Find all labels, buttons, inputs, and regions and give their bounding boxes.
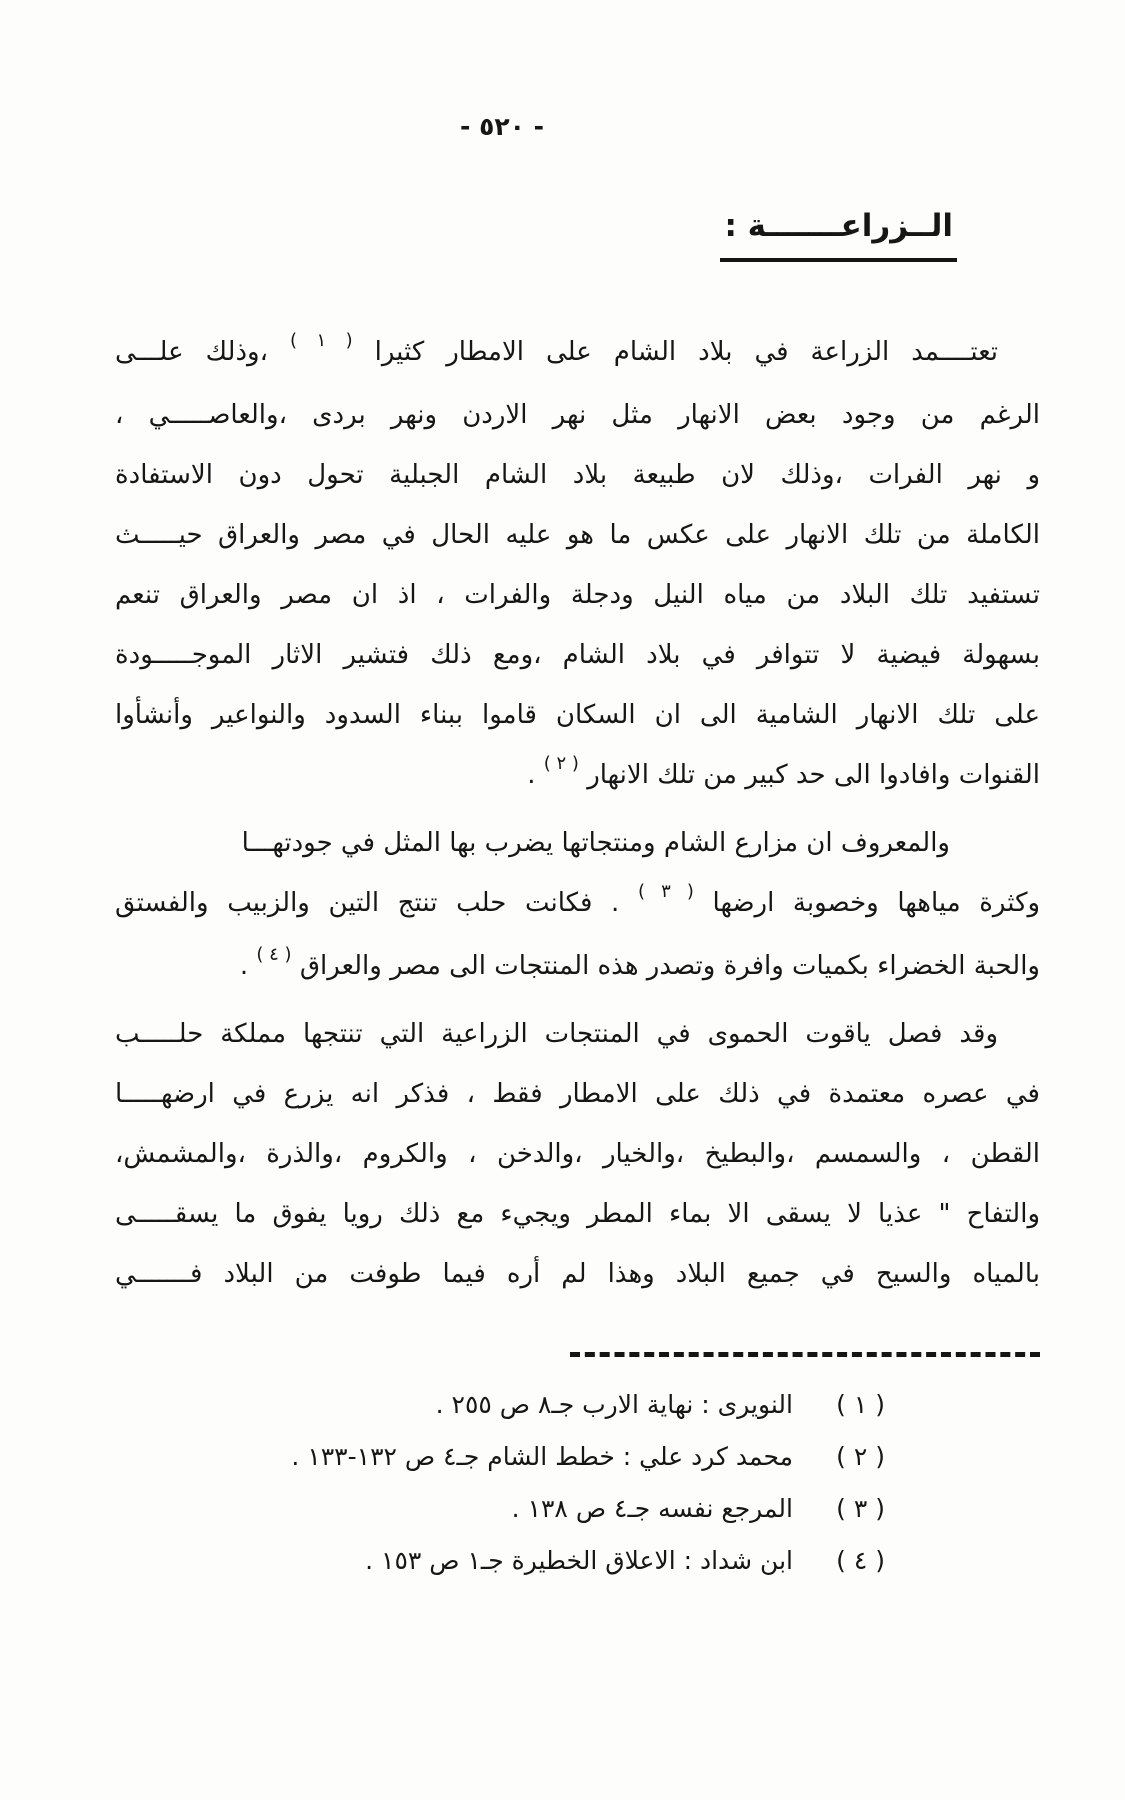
footnote-number: ( ١ ) [836,1390,885,1419]
body-line [115,936,1040,999]
body-line: وقد فصل ياقوت الحموى في المنتجات الزراعية التي تنتجها مملكة حلـــــب [115,1019,998,1049]
footnote-marker-3: ( ٣ ) [637,881,694,902]
line-text: ،وذلك علـــى [115,337,268,367]
footnote-number: ( ٢ ) [836,1442,885,1471]
section-heading: الــزراعـــــــة : [720,208,957,262]
paragraph-1 [115,322,1040,808]
page-number: - ٥٢٠ - [460,112,544,141]
body-line [115,322,1040,385]
footnote-number: ( ٣ ) [836,1494,885,1523]
footnote-text: محمد كرد علي : خطط الشام جـ٤ ص ١٣٢-١٣٣ . [291,1442,793,1471]
footnote-number: ( ٤ ) [836,1546,885,1575]
body-line: القطن ، والسمسم ،والبطيخ ،والخيار ،والدخن ، والكروم ،والذرة ،والمشمش، [115,1139,1040,1169]
body-line: والمعروف ان مزارع الشام ومنتجاتها يضرب بها المثل في جودتهـــا [241,828,950,858]
body-line: في عصره معتمدة في ذلك على الامطار فقط ، فذكر انه يزرع في ارضهـــــا [115,1079,1040,1109]
line-text: . [239,951,249,981]
body-line [115,745,1040,808]
footnote-separator [570,1352,1040,1357]
paragraph-3 [115,1004,1040,1304]
footnote-marker-4: ( ٤ ) [256,944,292,965]
body-line: الكاملة من تلك الانهار على عكس ما هو عليه الحال في مصر والعراق حيـــــث [115,520,1040,550]
line-text: . [527,760,536,790]
body-line: تستفيد تلك البلاد من مياه النيل ودجلة والفرات ، اذ ان مصر والعراق تنعم [115,580,1040,610]
body-line: الرغم من وجود بعض الانهار مثل نهر الاردن ونهر بردى ،والعاصـــــي ، [115,400,1040,430]
footnotes-section [60,1390,885,1598]
line-text: تعتــــمد الزراعة في بلاد الشام على الامطار كثيرا [374,337,999,367]
line-text: القنوات وافادوا الى حد كبير من تلك الانهار [587,760,1040,790]
body-line: و نهر الفرات ،وذلك لان طبيعة بلاد الشام الجبلية تحول دون الاستفادة [115,460,1040,490]
footnote-text: ابن شداد : الاعلاق الخطيرة جـ١ ص ١٥٣ . [365,1546,793,1575]
line-text: والحبة الخضراء بكميات وافرة وتصدر هذه المنتجات الى مصر والعراق [299,951,1040,981]
footnote-marker-2: ( ٢ ) [543,753,579,774]
body-line: بسهولة فيضية لا تتوافر في بلاد الشام ،ومع ذلك فتشير الاثار الموجـــــودة [115,640,1040,670]
footnote-text: المرجع نفسه جـ٤ ص ١٣٨ . [511,1494,793,1523]
body-line: والتفاح " عذيا لا يسقى الا بماء المطر ويجيء مع ذلك رويا يفوق ما يسقـــــى [115,1199,1040,1229]
body-line: على تلك الانهار الشامية الى ان السكان قاموا ببناء السدود والنواعير وأنشأوا [115,700,1040,730]
paragraph-2 [115,813,1040,999]
line-text: وكثرة مياهها وخصوبة ارضها [712,888,1041,918]
footnote-item [60,1442,885,1494]
footnote-marker-1: ( ١ ) [290,330,353,351]
footnote-text: النويرى : نهاية الارب جـ٨ ص ٢٥٥ . [435,1390,793,1419]
line-text: . فكانت حلب تنتج التين والزبيب والفستق [115,888,620,918]
body-text [115,322,1040,1304]
body-line: بالمياه والسيح في جميع البلاد وهذا لم أره فيما طوفت من البلاد فـــــــي [115,1259,1040,1289]
footnote-item [60,1390,885,1442]
footnote-item [60,1494,885,1546]
footnote-item [60,1546,885,1598]
body-line [115,873,1040,936]
